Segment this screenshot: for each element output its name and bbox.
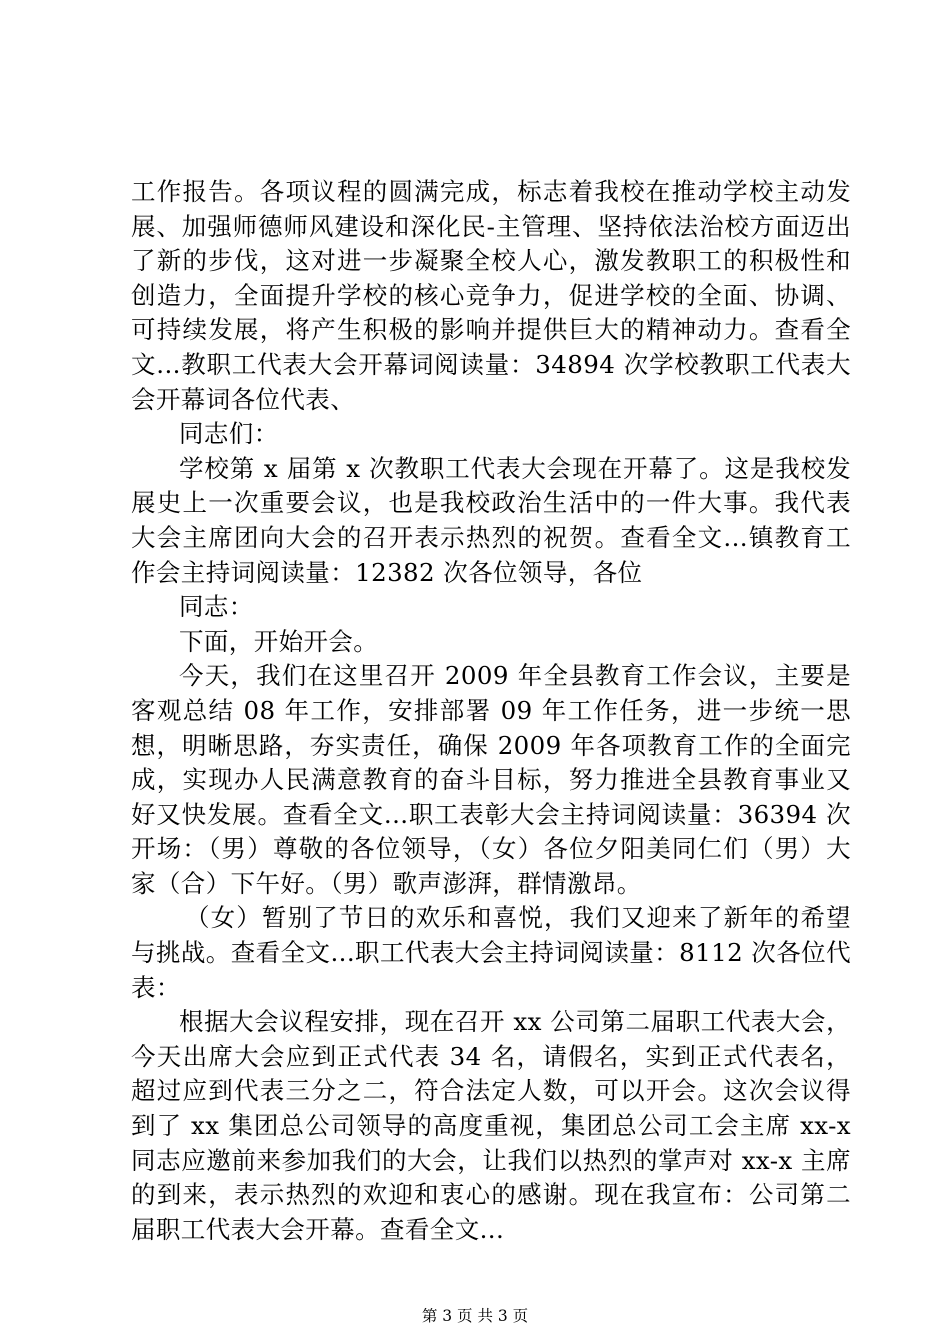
paragraph-continuation: 工作报告。各项议程的圆满完成，标志着我校在推动学校主动发展、加强师德师风建设和深化民-主管理、坚持依法治校方面迈出了新的步伐，这对进一步凝聚全校人心，激发教职工的积极性和创造力，全面提升学校的核心竞争力，促进学校的全面、协调、可持续发展，将产生积极的影响并提供巨大的精神动力。查看全文...教职工代表大会开幕词阅读量：34894 次学校教职工代表大会开幕词各位代表、 xyxy=(131,177,851,414)
paragraph-education-meeting: 今天，我们在这里召开 2009 年全县教育工作会议，主要是客观总结 08 年工作，安排部署 09 年工作任务，进一步统一思想，明晰思路，夯实责任，确保 2009 年各项教育工作的全面完成，实现办人民满意教育的奋斗目标，努力推进全县教育事业又好又快发展。查看全文...职工表彰大会主持词阅读量：36394 次开场：（男）尊敬的各位领导，（女）各位夕阳美同仁们（男）大家（合）下午好。（男）歌声澎湃，群情激昂。 xyxy=(131,661,851,898)
paragraph-new-year: （女）暂别了节日的欢乐和喜悦，我们又迎来了新年的希望与挑战。查看全文...职工代表大会主持词阅读量：8112 次各位代表： xyxy=(131,903,851,1002)
paragraph-start-meeting: 下面，开始开会。 xyxy=(179,626,379,656)
document-body xyxy=(131,175,851,1247)
paragraph-congress-opening: 根据大会议程安排，现在召开 xx 公司第二届职工代表大会，今天出席大会应到正式代表 34 名，请假名，实到正式代表名，超过应到代表三分之二，符合法定人数，可以开会。这次会议得到了 xx 集团总公司领导的高度重视，集团总公司工会主席 xx-x 同志应邀前来参加我们的大会，让我们以热烈的掌声对 xx-x 主席的到来，表示热烈的欢迎和衷心的感谢。现在我宣布：公司第二届职工代表大会开幕。查看全文... xyxy=(131,1007,851,1244)
page-footer: 第 3 页 共 3 页 xyxy=(421,1307,529,1325)
paragraph-salutation: 同志们： xyxy=(179,419,279,449)
paragraph-opening-speech: 学校第 x 届第 x 次教职工代表大会现在开幕了。这是我校发展史上一次重要会议，也是我校政治生活中的一件大事。我代表大会主席团向大会的召开表示热烈的祝贺。查看全文...镇教育工作会主持词阅读量：12382 次各位领导，各位 xyxy=(131,453,851,587)
paragraph-salutation-2: 同志： xyxy=(179,592,254,622)
